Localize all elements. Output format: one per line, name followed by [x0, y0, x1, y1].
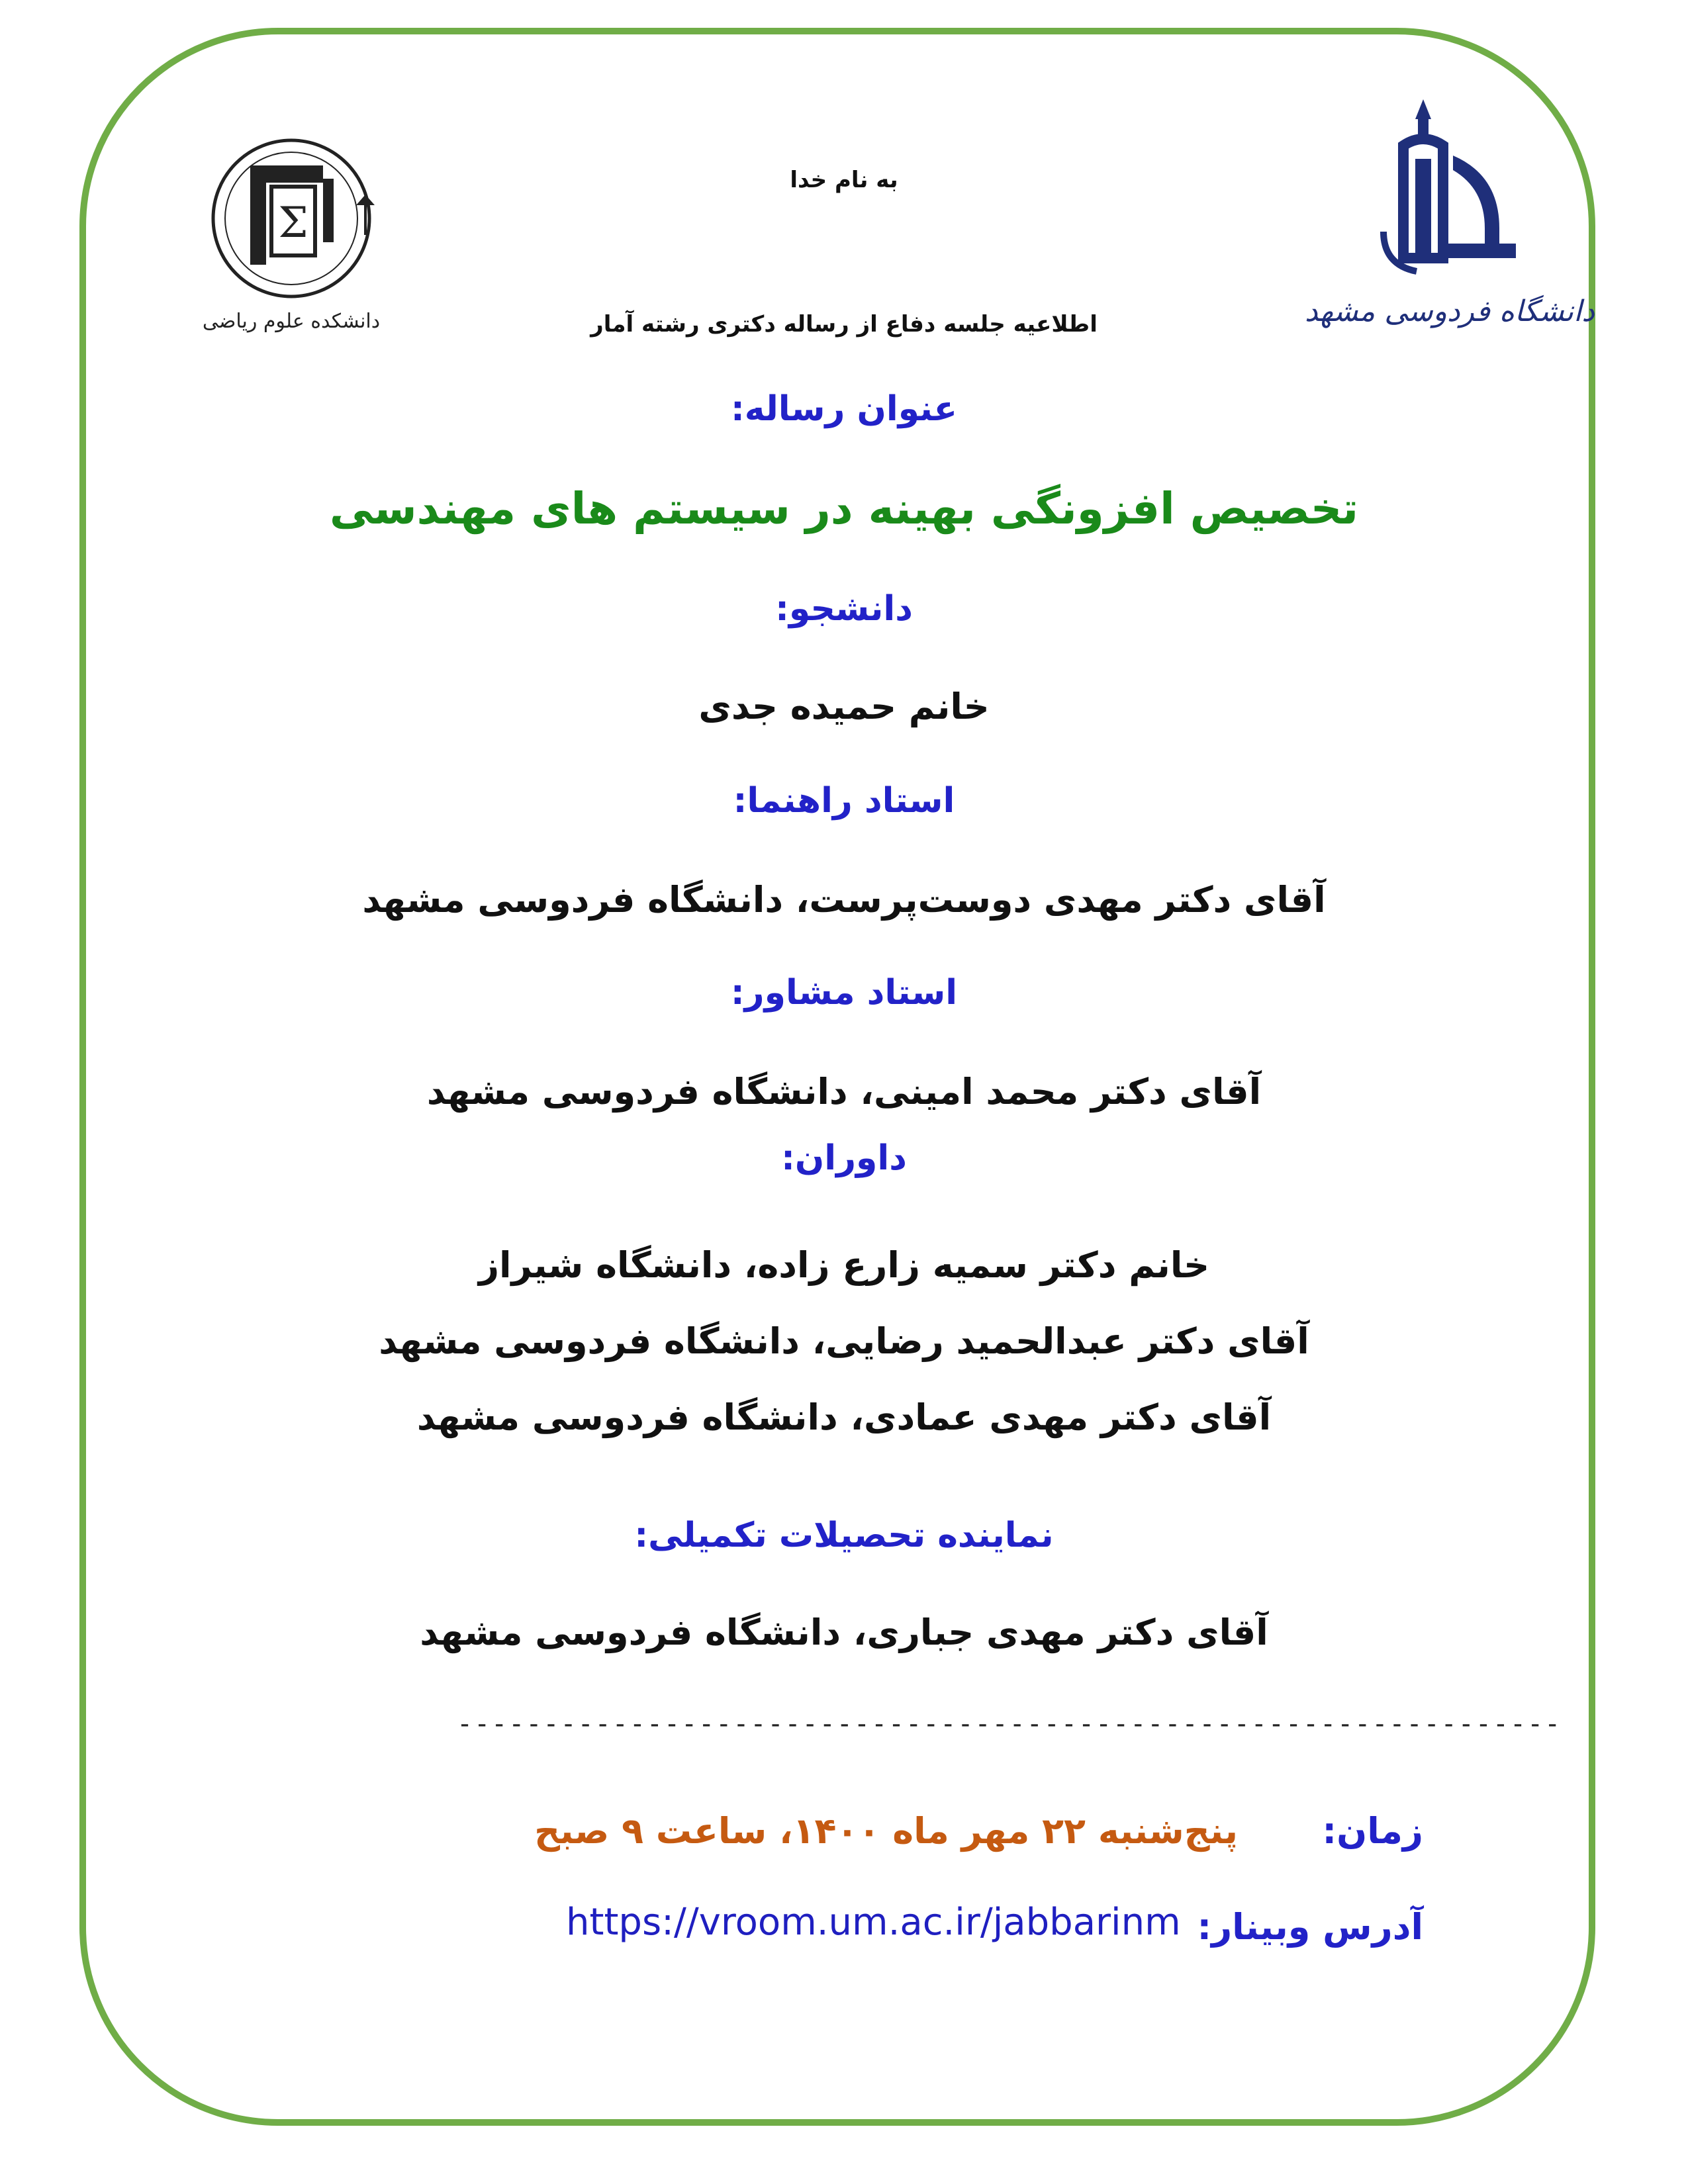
right-logo-caption: دانشگاه فردوسی مشهد: [1305, 295, 1595, 328]
bismillah-text: به نام خدا: [790, 167, 898, 193]
thesis-title: تخصیص افزونگی بهینه در سیستم های مهندسی: [329, 483, 1359, 534]
left-logo-caption: دانشکده علوم ریاضی: [202, 310, 381, 333]
supervisor-name: آقای دکتر مهدی دوست‌پرست، دانشگاه فردوسی مشهد: [362, 879, 1326, 921]
referee-1: خانم دکتر سمیه زارع زاده، دانشگاه شیراز: [478, 1244, 1210, 1286]
thesis-title-label: عنوان رساله:: [730, 389, 958, 429]
graduate-rep-label: نماینده تحصیلات تکمیلی:: [634, 1516, 1054, 1555]
supervisor-label: استاد راهنما:: [733, 781, 955, 821]
referees-label: داوران:: [781, 1138, 907, 1178]
announcement-heading: اطلاعیه جلسه دفاع از رساله دکتری رشته آمار: [590, 311, 1098, 338]
referee-3: آقای دکتر مهدی عمادی، دانشگاه فردوسی مشهد: [416, 1396, 1272, 1438]
advisor-label: استاد مشاور:: [730, 973, 958, 1013]
webinar-label: آدرس وبینار:: [1197, 1906, 1423, 1948]
graduate-rep-name: آقای دکتر مهدی جباری، دانشگاه فردوسی مشهد: [420, 1612, 1268, 1653]
referee-2: آقای دکتر عبدالحمید رضایی، دانشگاه فردوسی مشهد: [379, 1320, 1309, 1362]
webinar-link[interactable]: https://vroom.um.ac.ir/jabbarinm: [566, 1901, 1181, 1944]
time-label: زمان:: [1322, 1810, 1423, 1852]
student-name: خانم حمیده جدی: [698, 686, 990, 727]
student-label: دانشجو:: [775, 589, 913, 629]
time-value: پنج‌شنبه ۲۲ مهر ماه ۱۴۰۰، ساعت ۹ صبح: [534, 1810, 1238, 1852]
svg-text:Σ: Σ: [278, 199, 308, 248]
separator-line: ----------------------------------------------------------------: [457, 1709, 1562, 1739]
ferdowsi-university-logo: [1305, 93, 1595, 344]
advisor-name: آقای دکتر محمد امینی، دانشگاه فردوسی مشهد: [426, 1071, 1262, 1113]
